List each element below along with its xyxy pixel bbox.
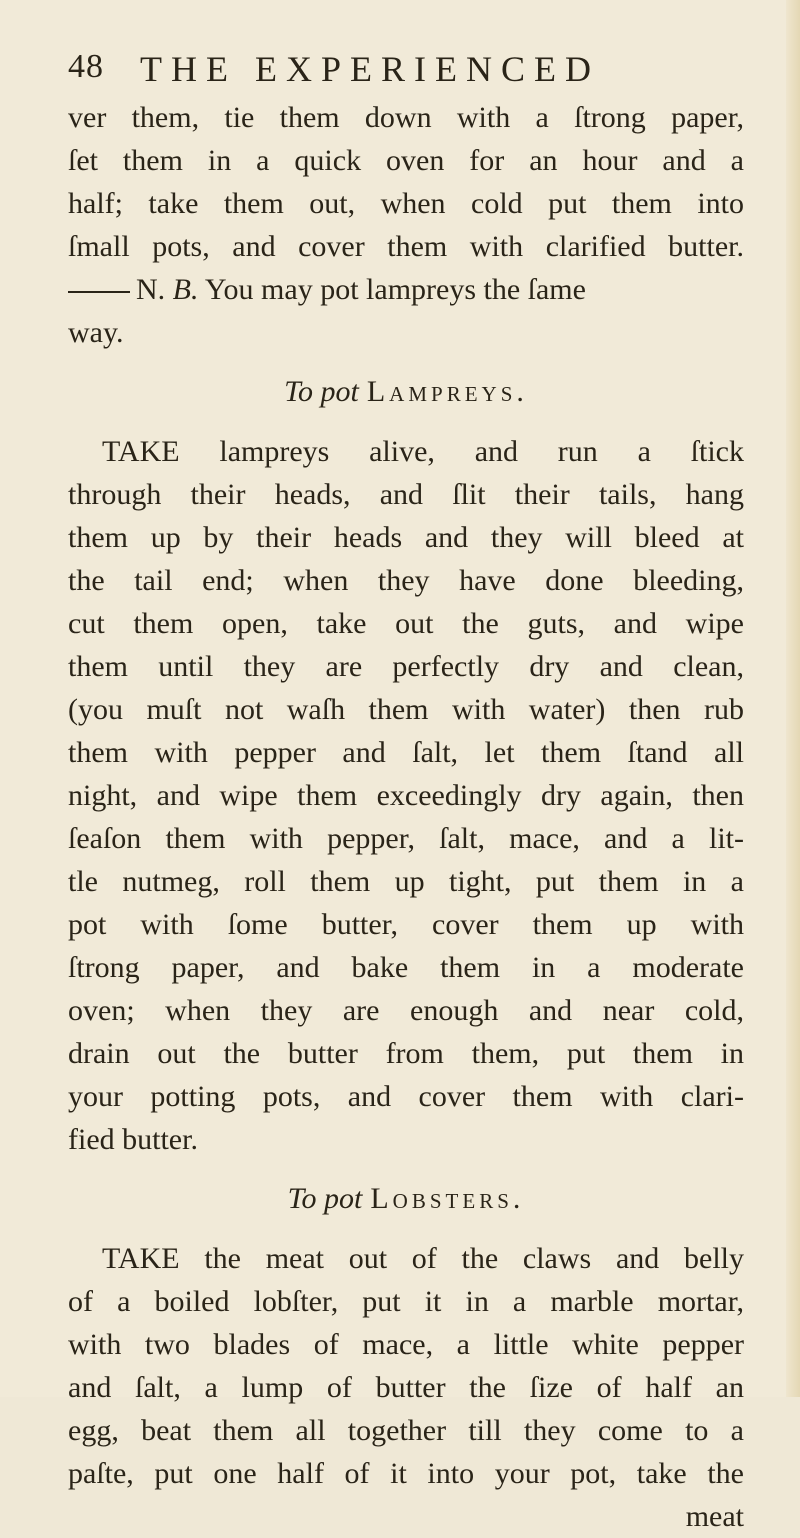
nota-bene-prefix: N. bbox=[136, 273, 166, 306]
heading-subject: Lobsters. bbox=[370, 1182, 525, 1215]
nota-bene-italic: B. bbox=[172, 273, 199, 306]
text-line: pot with ſome butter, cover them up with bbox=[68, 908, 744, 941]
text-line: ſet them in a quick oven for an hour and a bbox=[68, 144, 744, 177]
text-line: egg, beat them all together till they come to a bbox=[68, 1414, 744, 1447]
page-header bbox=[68, 48, 748, 88]
text-line: ſeaſon them with pepper, ſalt, mace, and a lit- bbox=[68, 822, 744, 855]
text-line: them with pepper and ſalt, let them ſtand all bbox=[68, 736, 744, 769]
text-line: fied butter. bbox=[68, 1123, 198, 1156]
text-line: ſmall pots, and cover them with clarified butter. bbox=[68, 230, 744, 263]
recipe-heading-lobsters bbox=[68, 1161, 744, 1237]
running-title: THE EXPERIENCED bbox=[140, 49, 600, 89]
text-line: TAKE the meat out of the claws and belly bbox=[102, 1242, 744, 1275]
text-line: paſte, put one half of it into your pot, take the bbox=[68, 1457, 744, 1490]
text-line: your potting pots, and cover them with clari- bbox=[68, 1080, 744, 1113]
text-line: and ſalt, a lump of butter the ſize of half an bbox=[68, 1371, 744, 1404]
text-line: the tail end; when they have done bleeding, bbox=[68, 564, 744, 597]
page-body bbox=[68, 96, 744, 1538]
text-line: ver them, tie them down with a ſtrong paper, bbox=[68, 101, 744, 134]
recipe-heading-lampreys bbox=[68, 354, 744, 430]
text-line: cut them open, take out the guts, and wipe bbox=[68, 607, 744, 640]
nota-bene-text: You may pot lampreys the ſame bbox=[204, 273, 586, 306]
text-line: way. bbox=[68, 316, 124, 349]
nota-bene-line bbox=[68, 268, 744, 311]
text-line: with two blades of mace, a little white pepper bbox=[68, 1328, 744, 1361]
catchword: meat bbox=[685, 1500, 744, 1533]
heading-subject: Lampreys. bbox=[366, 375, 528, 408]
em-dash-rule bbox=[68, 291, 130, 293]
text-line: ſtrong paper, and bake them in a moderate bbox=[68, 951, 744, 984]
text-line: oven; when they are enough and near cold, bbox=[68, 994, 744, 1027]
text-line: tle nutmeg, roll them up tight, put them in a bbox=[68, 865, 744, 898]
text-line: TAKE lampreys alive, and run a ſtick bbox=[102, 435, 744, 468]
page-number: 48 bbox=[68, 48, 104, 85]
text-line: half; take them out, when cold put them into bbox=[68, 187, 744, 220]
text-line: them until they are perfectly dry and clean, bbox=[68, 650, 744, 683]
page-edge bbox=[786, 0, 800, 1397]
text-line: drain out the butter from them, put them in bbox=[68, 1037, 744, 1070]
text-line: of a boiled lobſter, put it in a marble mortar, bbox=[68, 1285, 744, 1318]
heading-prefix: To pot bbox=[284, 375, 359, 408]
text-line: through their heads, and ſlit their tails, hang bbox=[68, 478, 744, 511]
text-line: night, and wipe them exceedingly dry again, then bbox=[68, 779, 744, 812]
text-line: (you muſt not waſh them with water) then rub bbox=[68, 693, 744, 726]
heading-prefix: To pot bbox=[287, 1182, 363, 1215]
text-line: them up by their heads and they will bleed at bbox=[68, 521, 744, 554]
